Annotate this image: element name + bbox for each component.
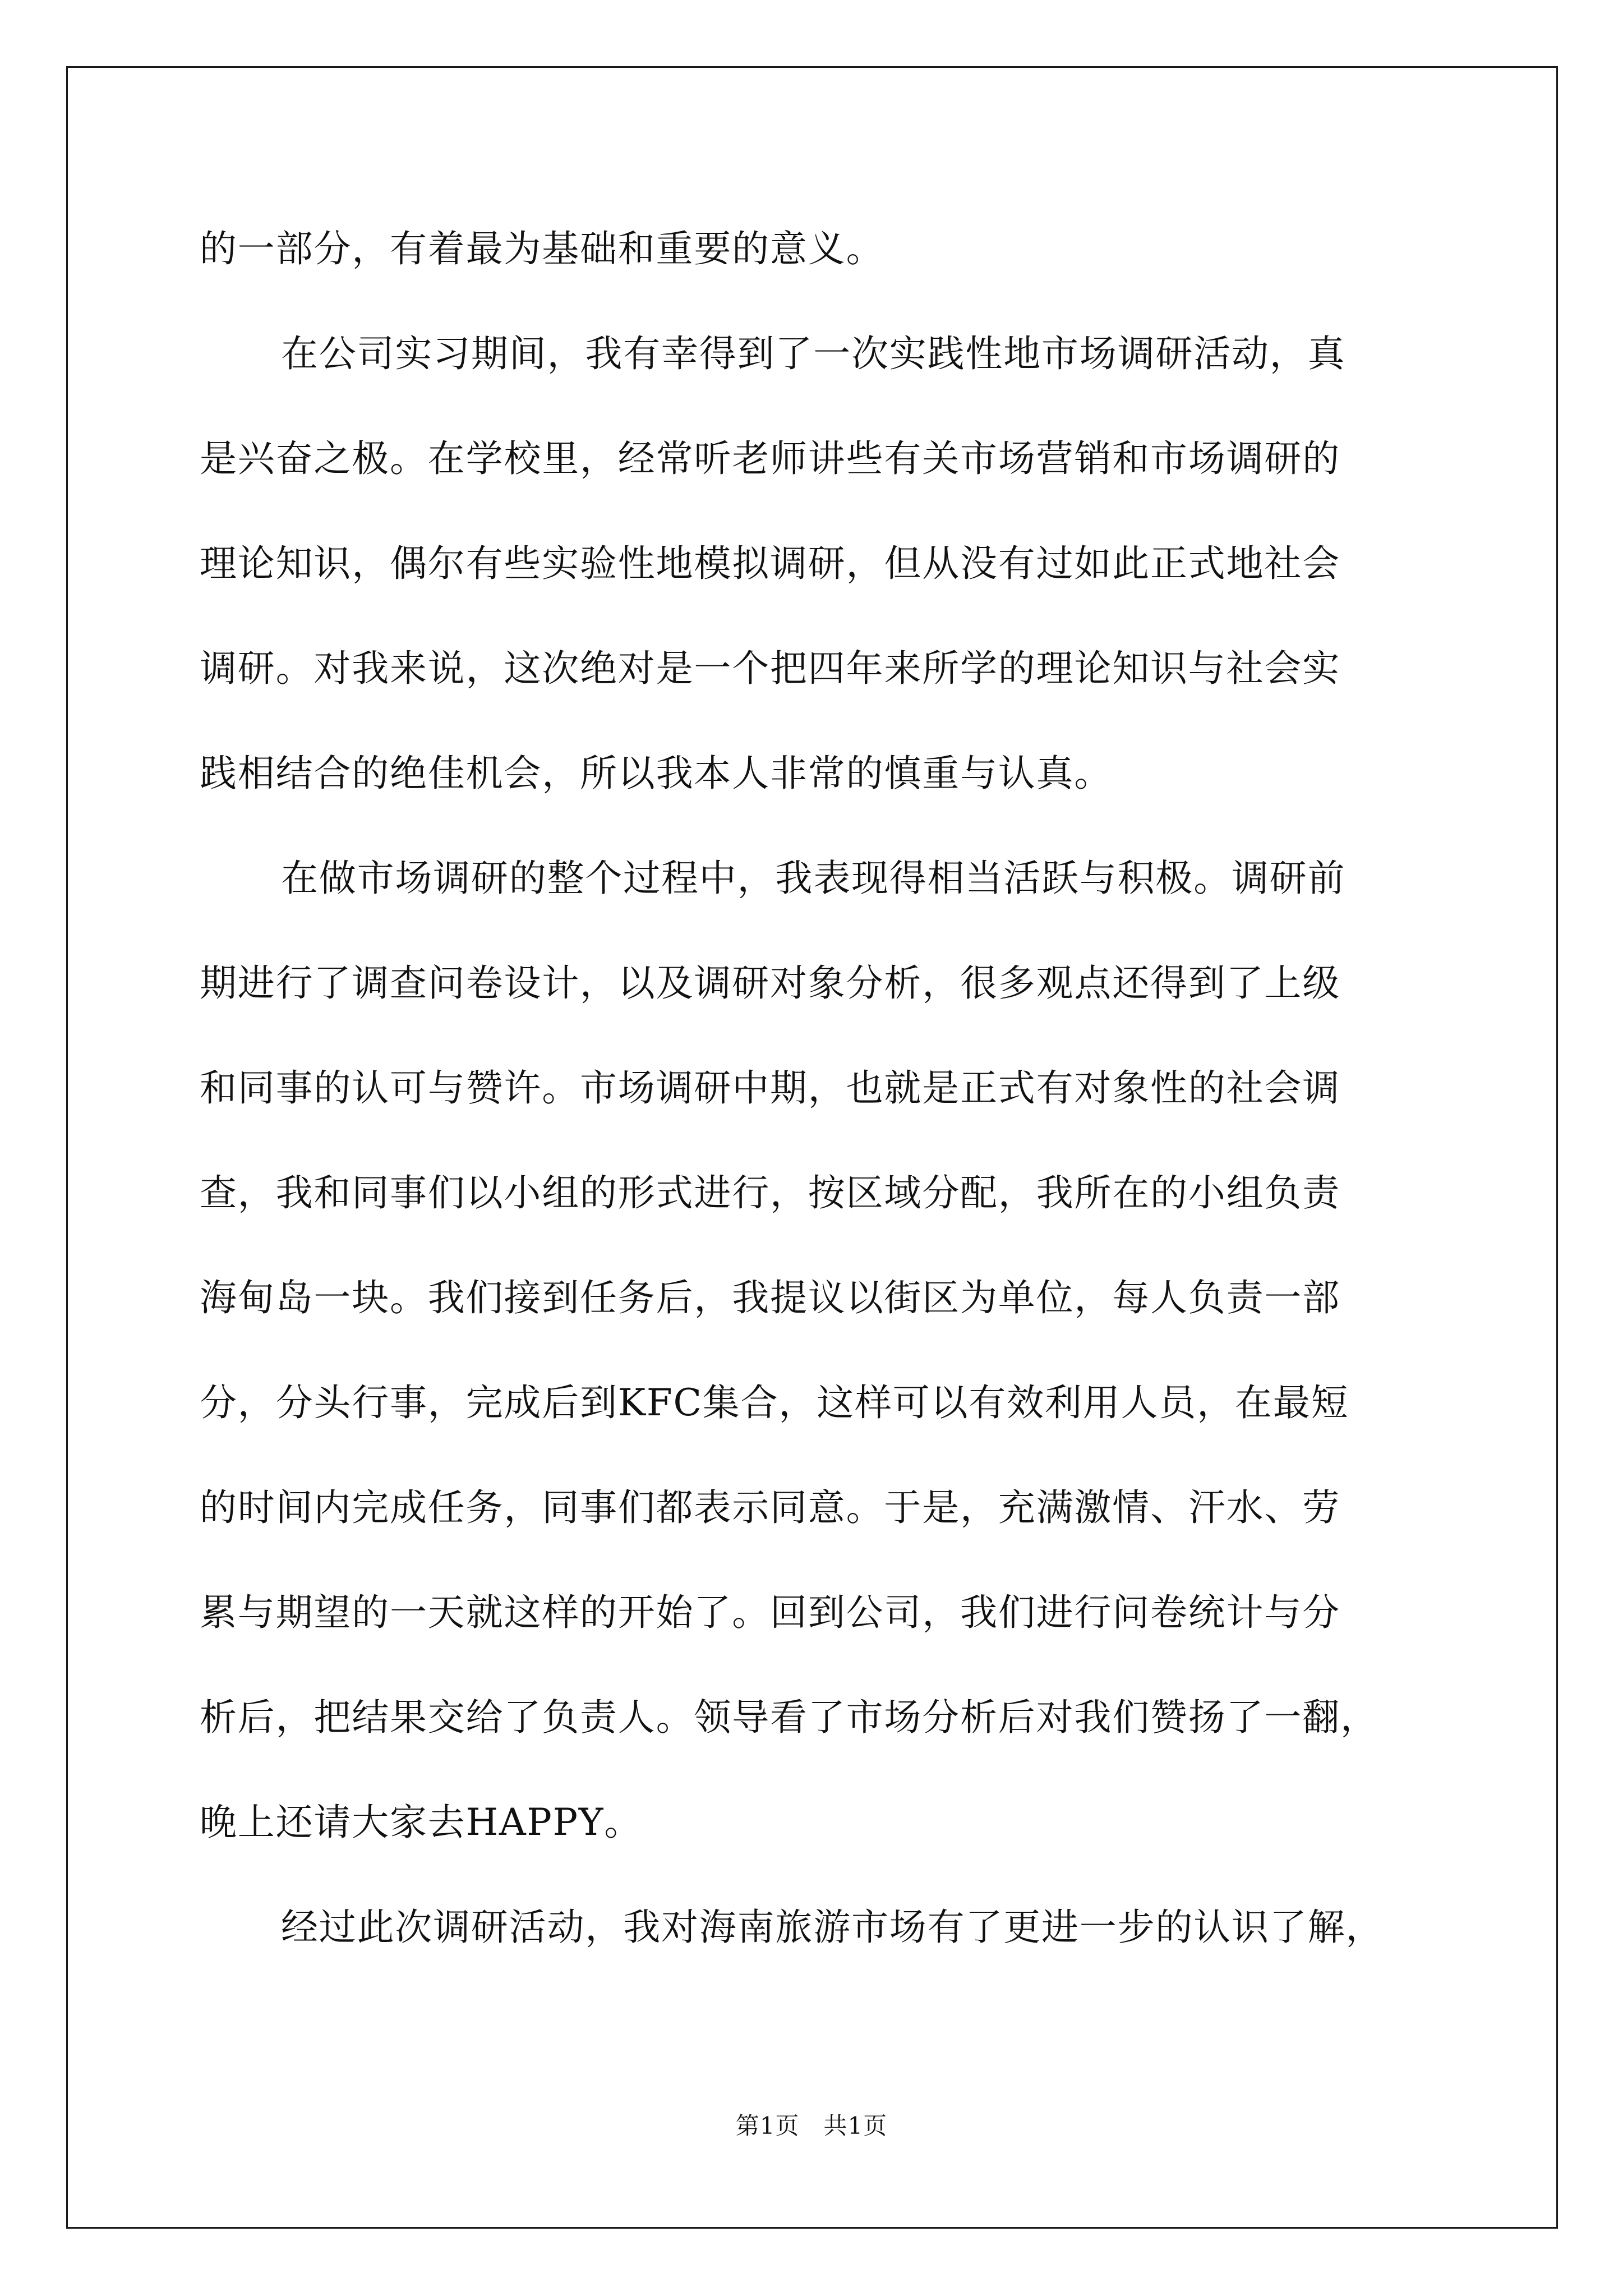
text-line: 晚上还请大家去HAPPY。 xyxy=(200,1801,643,1844)
paragraph-first-line: 在公司实习期间，我有幸得到了一次实践性地市场调研活动，真 xyxy=(281,332,1346,375)
total-pages: 共1页 xyxy=(823,2112,888,2139)
text-line: 海甸岛一块。我们接到任务后，我提议以街区为单位，每人负责一部 xyxy=(200,1276,1340,1319)
text-line: 期进行了调查问卷设计，以及调研对象分析，很多观点还得到了上级 xyxy=(200,961,1340,1005)
text-line: 分，分头行事，完成后到KFC集合，这样可以有效利用人员，在最短 xyxy=(200,1381,1349,1424)
text-line: 践相结合的绝佳机会，所以我本人非常的慎重与认真。 xyxy=(200,752,1113,795)
text-line: 是兴奋之极。在学校里，经常听老师讲些有关市场营销和市场调研的 xyxy=(200,437,1340,480)
text-line: 查，我和同事们以小组的形式进行，按区域分配，我所在的小组负责 xyxy=(200,1171,1340,1214)
paragraph-first-line: 在做市场调研的整个过程中，我表现得相当活跃与积极。调研前 xyxy=(281,857,1346,900)
page-footer xyxy=(0,2109,1623,2143)
text-line: 累与期望的一天就这样的开始了。回到公司，我们进行问卷统计与分 xyxy=(200,1591,1340,1634)
text-line: 理论知识，偶尔有些实验性地模拟调研，但从没有过如此正式地社会 xyxy=(200,542,1340,585)
page-number: 第1页 xyxy=(735,2112,800,2139)
text-line: 的一部分，有着最为基础和重要的意义。 xyxy=(200,227,884,270)
text-line: 调研。对我来说，这次绝对是一个把四年来所学的理论知识与社会实 xyxy=(200,647,1340,690)
document-body xyxy=(200,196,1431,1980)
text-line: 析后，把结果交给了负责人。领导看了市场分析后对我们赞扬了一翻， xyxy=(200,1696,1378,1739)
text-line: 和同事的认可与赞许。市场调研中期，也就是正式有对象性的社会调 xyxy=(200,1066,1340,1110)
paragraph-first-line: 经过此次调研活动，我对海南旅游市场有了更进一步的认识了解， xyxy=(281,1906,1384,1949)
text-line: 的时间内完成任务，同事们都表示同意。于是，充满激情、汗水、劳 xyxy=(200,1486,1340,1529)
